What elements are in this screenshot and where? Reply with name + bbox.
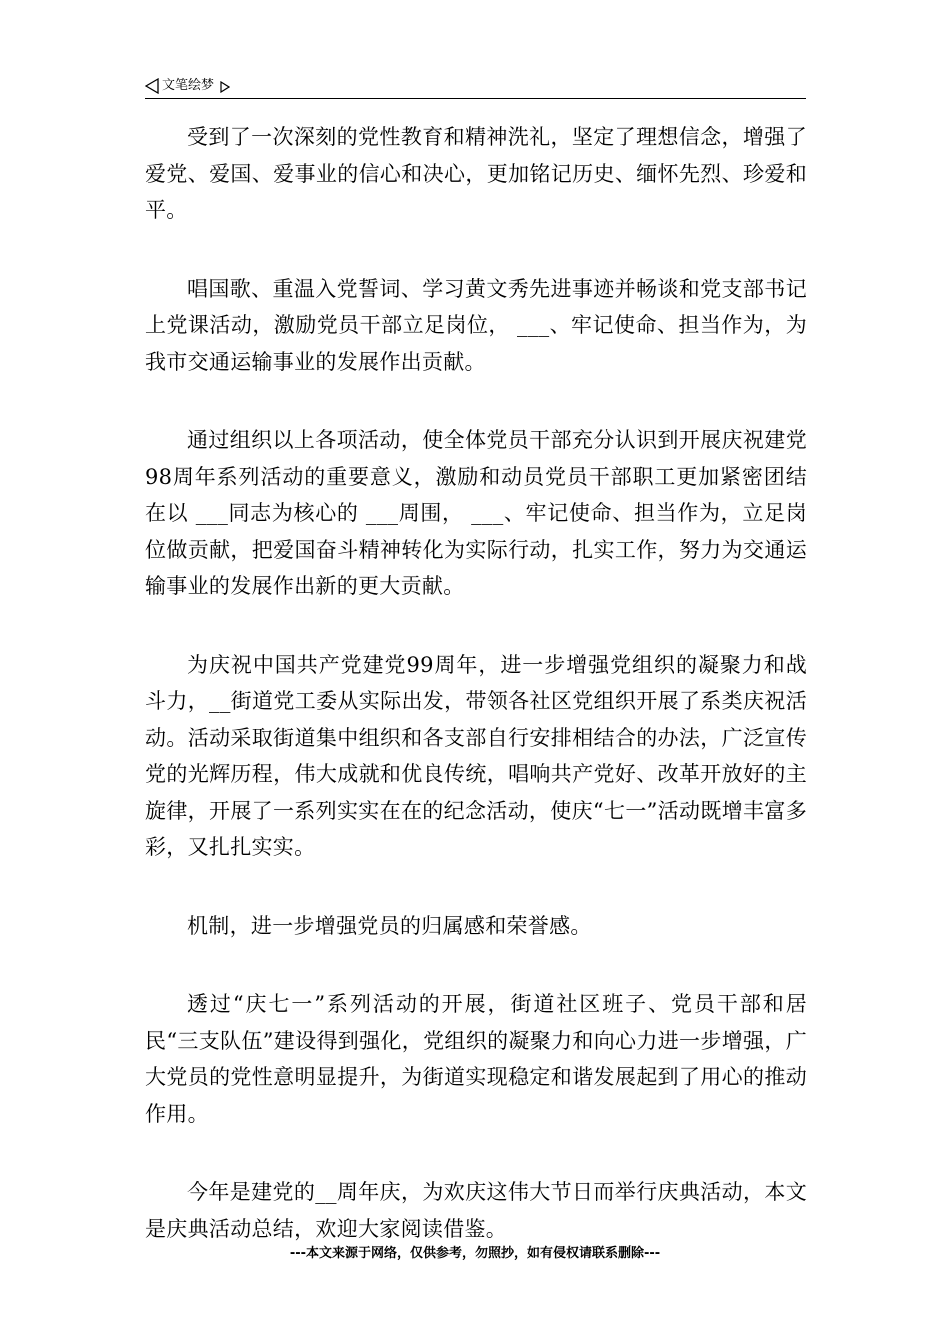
- document-body: [145, 119, 807, 1289]
- paragraph-1: 受到了一次深刻的党性教育和精神洗礼，坚定了理想信念，增强了爱党、爱国、爱事业的信心和决心，更加铭记历史、缅怀先烈、珍爱和平。: [145, 125, 807, 222]
- header-brand: 文笔绘梦: [162, 78, 215, 93]
- paragraph-3: 通过组织以上各项活动，使全体党员干部充分认识到开展庆祝建党98周年系列活动的重要意义，激励和动员党员干部职工更加紧密团结在以 ___同志为核心的 ___周围， ___、牢记使命、担当作为，立足岗位做贡献，把爱国奋斗精神转化为实际行动，扎实工作，努力为交通运输事业的发展作出新的更大贡献。: [145, 428, 807, 598]
- triangle-left-icon: [145, 78, 159, 94]
- footer-notice: ---本文来源于网络，仅供参考，勿照抄，如有侵权请联系删除---: [289, 1246, 661, 1261]
- paragraph-5: 机制，进一步增强党员的归属感和荣誉感。: [187, 913, 592, 938]
- triangle-right-icon: [220, 80, 230, 92]
- paragraph-2: 唱国歌、重温入党誓词、学习黄文秀先进事迹并畅谈和党支部书记上党课活动，激励党员干部立足岗位， ___、牢记使命、担当作为，为我市交通运输事业的发展作出贡献。: [145, 276, 807, 374]
- page-header: [145, 74, 806, 99]
- paragraph-6: 透过“庆七一”系列活动的开展，街道社区班子、党员干部和居民“三支队伍”建设得到强化，党组织的凝聚力和向心力进一步增强，广大党员的党性意明显提升，为街道实现稳定和谐发展起到了用心的推动作用。: [145, 992, 807, 1126]
- paragraph-7: 今年是建党的__周年庆，为欢庆这伟大节日而举行庆典活动，本文是庆典活动总结，欢迎大家阅读借鉴。: [145, 1180, 807, 1241]
- paragraph-4: 为庆祝中国共产党建党99周年，进一步增强党组织的凝聚力和战斗力，__街道党工委从实际出发，带领各社区党组织开展了系类庆祝活动。活动采取街道集中组织和各支部自行安排相结合的办法，广泛宣传党的光辉历程，伟大成就和优良传统，唱响共产党好、改革开放好的主旋律，开展了一系列实实在在的纪念活动，使庆“七一”活动既增丰富多彩，又扎扎实实。: [145, 652, 807, 859]
